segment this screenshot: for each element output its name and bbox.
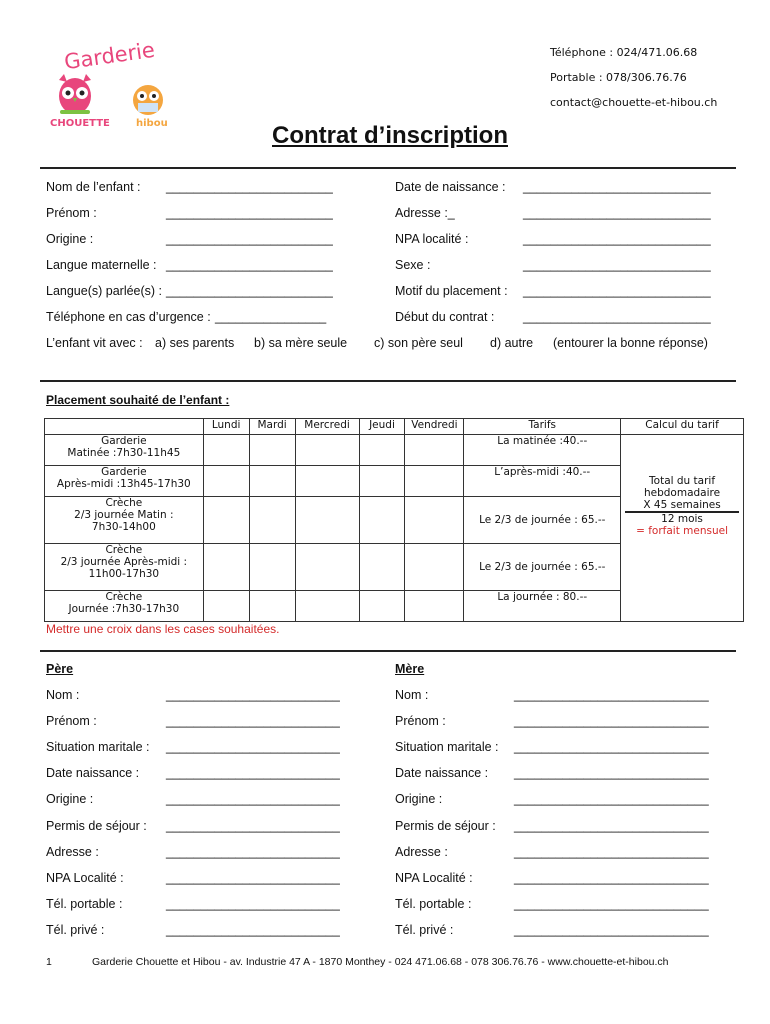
sex-label: Sexe :	[395, 258, 431, 272]
row-label: Garderie Après-midi :13h45-17h30	[45, 466, 204, 497]
day-header-jeudi: Jeudi	[359, 419, 405, 435]
father-npa-localite-label: NPA Localité :	[46, 871, 124, 885]
day-checkbox[interactable]	[295, 544, 359, 591]
day-checkbox[interactable]	[249, 544, 295, 591]
tarif-cell: Le 2/3 de journée : 65.--	[464, 544, 621, 591]
day-checkbox[interactable]	[359, 591, 405, 622]
sex-field[interactable]: ___________________________	[523, 258, 711, 272]
mother-permis-de-sejour-label: Permis de séjour :	[395, 819, 496, 833]
father-tel-prive-label: Tél. privé :	[46, 923, 105, 937]
mother-adresse-field[interactable]: ____________________________	[514, 845, 709, 859]
lives-with-option-b[interactable]: b) sa mère seule	[254, 336, 348, 350]
mother-date-naissance-field[interactable]: ____________________________	[514, 766, 709, 780]
mother-title: Mère	[395, 662, 425, 676]
contract-start-label: Début du contrat :	[395, 310, 495, 324]
day-header-mercredi: Mercredi	[295, 419, 359, 435]
placement-reason-field[interactable]: ___________________________	[523, 284, 711, 298]
mother-prenom-field[interactable]: ____________________________	[514, 714, 709, 728]
mother-tel-prive-label: Tél. privé :	[395, 923, 454, 937]
footer-text: Garderie Chouette et Hibou - av. Industrie 47 A - 1870 Monthey - 024 471.06.68 - 078 306.76.76 - www.chouette-et-hibou.ch	[92, 956, 669, 968]
divider	[40, 650, 736, 652]
father-nom-label: Nom :	[46, 688, 80, 702]
npa-label: NPA localité :	[395, 232, 469, 246]
day-checkbox[interactable]	[359, 435, 405, 466]
contract-start-field[interactable]: ___________________________	[523, 310, 711, 324]
day-checkbox[interactable]	[405, 435, 464, 466]
father-permis-de-sejour-label: Permis de séjour :	[46, 819, 147, 833]
father-situation-maritale-label: Situation maritale :	[46, 740, 150, 754]
father-title: Père	[46, 662, 74, 676]
placement-table	[44, 418, 744, 622]
mother-nom-field[interactable]: ____________________________	[514, 688, 709, 702]
address-label: Adresse :_	[395, 206, 455, 220]
day-checkbox[interactable]	[405, 591, 464, 622]
day-checkbox[interactable]	[359, 544, 405, 591]
contact-phone: Téléphone : 024/471.06.68	[550, 46, 698, 59]
father-origine-field[interactable]: _________________________	[166, 792, 340, 806]
day-checkbox[interactable]	[203, 466, 249, 497]
logo-garderie-text: Garderie	[62, 37, 157, 75]
day-checkbox[interactable]	[203, 497, 249, 544]
mother-origine-label: Origine :	[395, 792, 443, 806]
row-label: Garderie Matinée :7h30-11h45	[45, 435, 204, 466]
father-adresse-field[interactable]: _________________________	[166, 845, 340, 859]
child-name-label: Nom de l’enfant :	[46, 180, 141, 194]
day-checkbox[interactable]	[359, 466, 405, 497]
father-npa-localite-field[interactable]: _________________________	[166, 871, 340, 885]
mother-nom-label: Nom :	[395, 688, 429, 702]
day-checkbox[interactable]	[295, 591, 359, 622]
birthdate-field[interactable]: ___________________________	[523, 180, 711, 194]
tarif-cell: Le 2/3 de journée : 65.--	[464, 497, 621, 544]
footer-page-number: 1	[46, 956, 52, 968]
page-title: Contrat d’inscription	[272, 122, 508, 149]
row-label: Crèche Journée :7h30-17h30	[45, 591, 204, 622]
father-origine-label: Origine :	[46, 792, 94, 806]
emergency-phone-label: Téléphone en cas d’urgence :	[46, 310, 211, 324]
father-tel-portable-label: Tél. portable :	[46, 897, 123, 911]
father-situation-maritale-field[interactable]: _________________________	[166, 740, 340, 754]
day-checkbox[interactable]	[359, 497, 405, 544]
tarif-cell: La journée : 80.--	[464, 591, 621, 622]
child-languages-field[interactable]: ________________________	[166, 284, 333, 298]
tarif-cell: La matinée :40.--	[464, 435, 621, 466]
child-firstname-field[interactable]: ________________________	[166, 206, 333, 220]
mother-situation-maritale-label: Situation maritale :	[395, 740, 499, 754]
mother-npa-localite-field[interactable]: ____________________________	[514, 871, 709, 885]
child-origin-field[interactable]: ________________________	[166, 232, 333, 246]
lives-with-label: L’enfant vit avec :	[46, 336, 143, 350]
child-origin-label: Origine :	[46, 232, 94, 246]
father-permis-de-sejour-field[interactable]: _________________________	[166, 819, 340, 833]
father-nom-field[interactable]: _________________________	[166, 688, 340, 702]
lives-with-option-a[interactable]: a) ses parents	[155, 336, 235, 350]
day-checkbox[interactable]	[249, 435, 295, 466]
day-checkbox[interactable]	[249, 497, 295, 544]
mother-permis-de-sejour-field[interactable]: ____________________________	[514, 819, 709, 833]
divider	[40, 380, 736, 382]
day-checkbox[interactable]	[203, 544, 249, 591]
day-checkbox[interactable]	[405, 466, 464, 497]
day-checkbox[interactable]	[249, 466, 295, 497]
contact-email[interactable]: contact@chouette-et-hibou.ch	[550, 96, 718, 109]
birthdate-label: Date de naissance :	[395, 180, 506, 194]
mother-tel-prive-field[interactable]: ____________________________	[514, 923, 709, 937]
day-checkbox[interactable]	[405, 497, 464, 544]
day-header-vendredi: Vendredi	[405, 419, 464, 435]
mother-tel-portable-field[interactable]: ____________________________	[514, 897, 709, 911]
divider	[40, 167, 736, 169]
calc-cell: Total du tarif hebdomadaire X 45 semaines 12 mois = forfait mensuel	[621, 435, 744, 622]
day-header-lundi: Lundi	[203, 419, 249, 435]
mother-npa-localite-label: NPA Localité :	[395, 871, 473, 885]
lives-with-option-c[interactable]: c) son père seul	[374, 336, 463, 350]
father-prenom-label: Prénom :	[46, 714, 97, 728]
child-languages-label: Langue(s) parlée(s) :	[46, 284, 163, 298]
address-field[interactable]: ___________________________	[523, 206, 711, 220]
mother-origine-field[interactable]: ____________________________	[514, 792, 709, 806]
mother-date-naissance-label: Date naissance :	[395, 766, 489, 780]
logo-hibou-text: hibou	[136, 118, 168, 129]
placement-note: Mettre une croix dans les cases souhaitées.	[46, 622, 280, 636]
row-label: Crèche 2/3 journée Après-midi : 11h00-17h30	[45, 544, 204, 591]
mother-tel-portable-label: Tél. portable :	[395, 897, 472, 911]
day-header-mardi: Mardi	[249, 419, 295, 435]
child-mother-tongue-label: Langue maternelle :	[46, 258, 157, 272]
child-name-field[interactable]: ________________________	[166, 180, 333, 194]
father-adresse-label: Adresse :	[46, 845, 99, 859]
mother-adresse-label: Adresse :	[395, 845, 448, 859]
calc-header: Calcul du tarif	[621, 419, 744, 435]
mother-prenom-label: Prénom :	[395, 714, 446, 728]
emergency-phone-field[interactable]: ________________	[215, 310, 327, 324]
placement-reason-label: Motif du placement :	[395, 284, 508, 298]
father-prenom-field[interactable]: _________________________	[166, 714, 340, 728]
contact-mobile: Portable : 078/306.76.76	[550, 71, 687, 84]
day-checkbox[interactable]	[295, 466, 359, 497]
day-checkbox[interactable]	[203, 435, 249, 466]
tarifs-header: Tarifs	[464, 419, 621, 435]
day-checkbox[interactable]	[405, 544, 464, 591]
lives-with-note: (entourer la bonne réponse)	[553, 336, 708, 350]
child-mother-tongue-field[interactable]: ________________________	[166, 258, 333, 272]
mother-situation-maritale-field[interactable]: ____________________________	[514, 740, 709, 754]
father-date-naissance-field[interactable]: _________________________	[166, 766, 340, 780]
logo-chouette-text: CHOUETTE	[50, 118, 110, 129]
day-checkbox[interactable]	[249, 591, 295, 622]
day-checkbox[interactable]	[203, 591, 249, 622]
lives-with-option-d[interactable]: d) autre	[490, 336, 534, 350]
npa-field[interactable]: ___________________________	[523, 232, 711, 246]
placement-title: Placement souhaité de l’enfant :	[46, 393, 230, 407]
day-checkbox[interactable]	[295, 497, 359, 544]
father-tel-portable-field[interactable]: _________________________	[166, 897, 340, 911]
father-tel-prive-field[interactable]: _________________________	[166, 923, 340, 937]
father-date-naissance-label: Date naissance :	[46, 766, 140, 780]
day-checkbox[interactable]	[295, 435, 359, 466]
tarif-cell: L’après-midi :40.--	[464, 466, 621, 497]
child-firstname-label: Prénom :	[46, 206, 97, 220]
row-label: Crèche 2/3 journée Matin : 7h30-14h00	[45, 497, 204, 544]
table-header-blank	[45, 419, 204, 435]
